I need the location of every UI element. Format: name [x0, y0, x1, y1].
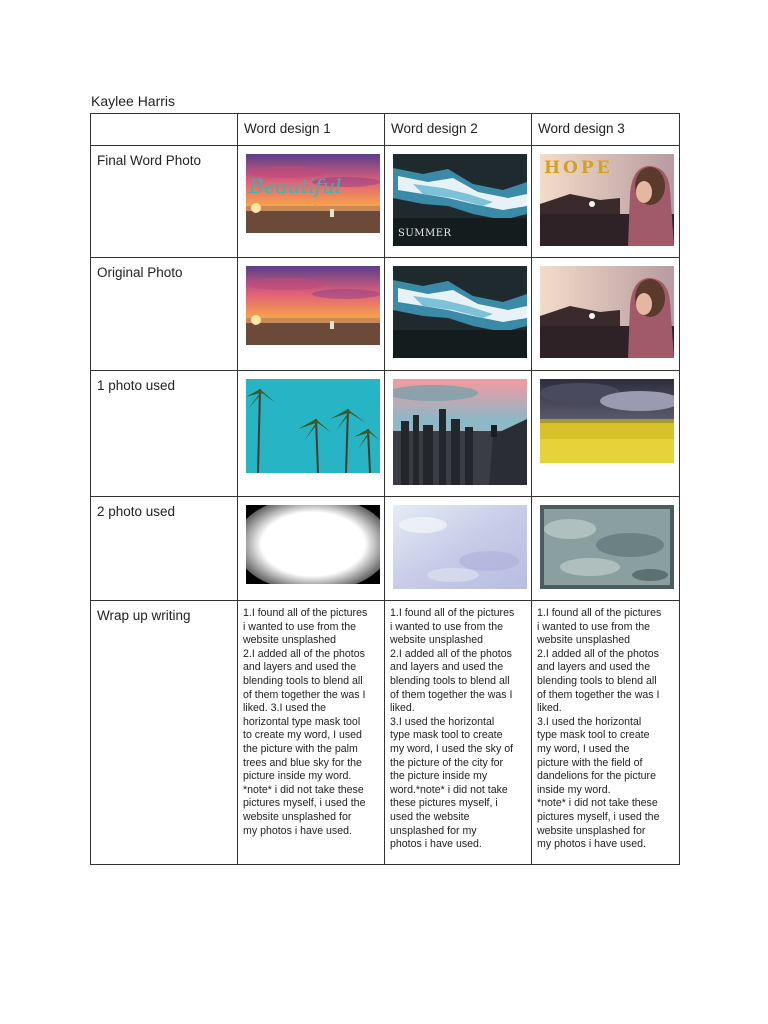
row-label-cell: [91, 497, 238, 601]
beautiful-word-overlay: Beautiful: [249, 174, 342, 198]
palm-trees-image: [246, 379, 380, 473]
wrap-up-line: dandelions for the picture: [537, 770, 656, 783]
wrap-up-line: *note* i did not take these: [537, 797, 658, 810]
row-final-word-photo: [91, 146, 680, 258]
wrap-up-line: *note* i did not take these: [243, 783, 364, 796]
white-vignette-image: [246, 505, 380, 584]
image-cell: [532, 146, 680, 258]
row-label: Original Photo: [97, 265, 183, 280]
row-2-photo-used: [91, 497, 680, 601]
wrap-up-line: the picture inside my: [390, 770, 488, 783]
row-label-cell: [91, 371, 238, 497]
wrap-up-line: 2.I added all of the photos: [243, 647, 365, 660]
row-label: 1 photo used: [97, 378, 176, 393]
row-label: Wrap up writing: [97, 608, 191, 623]
wrap-up-cell-3: [532, 601, 680, 865]
wrap-up-line: and layers and used the: [537, 661, 651, 674]
wrap-up-line: 2.I added all of the photos: [537, 647, 659, 660]
header-design-3: Word design 3: [532, 114, 680, 146]
wrap-up-line: the picture with the palm: [243, 742, 358, 755]
wrap-up-line: pictures myself, i used the: [537, 810, 660, 823]
wrap-up-line: my word, I used the sky of: [390, 742, 514, 755]
hope-final-image: [540, 154, 674, 246]
wrap-up-line: horizontal type mask tool: [243, 715, 361, 728]
wrap-up-line: website unsplashed for: [243, 810, 352, 823]
row-label: Final Word Photo: [97, 153, 202, 168]
image-cell: [385, 258, 532, 371]
wrap-up-line: website unsplashed for: [537, 824, 646, 837]
wrap-up-line: the picture of the city for: [390, 756, 504, 769]
header-row: [91, 114, 680, 146]
wrap-up-line: website unsplashed: [537, 634, 631, 647]
wrap-up-line: website unsplashed: [243, 634, 337, 647]
wrap-up-line: these pictures myself, i: [390, 797, 498, 810]
wrap-up-line: website unsplashed: [390, 634, 484, 647]
row-label: 2 photo used: [97, 504, 176, 519]
wrap-up-line: i wanted to use from the: [243, 620, 357, 633]
image-cell: [385, 371, 532, 497]
image-cell: [238, 371, 385, 497]
wrap-up-line: of them together the was I: [243, 688, 366, 701]
ocean-waves-image: [393, 266, 527, 358]
wrap-up-line: inside my word.: [537, 783, 611, 796]
image-cell: [238, 258, 385, 371]
wrap-up-line: blending tools to blend all: [390, 674, 510, 687]
wrap-up-line: my photos i have used.: [537, 838, 646, 851]
hope-word-overlay: HOPE: [544, 158, 613, 178]
wrap-up-line: i wanted to use from the: [390, 620, 504, 633]
wrap-up-line: type mask tool to create: [537, 729, 650, 742]
wrap-up-text-2: [385, 601, 531, 852]
header-design-2: Word design 2: [385, 114, 532, 146]
wrap-up-line: word.*note* i did not take: [390, 783, 508, 796]
summer-final-image: [393, 154, 527, 246]
wrap-up-line: used the website: [390, 810, 470, 823]
image-cell: [532, 258, 680, 371]
row-label-cell: [91, 146, 238, 258]
header-design-1: Word design 1: [238, 114, 385, 146]
wrap-up-line: 3.I used the horizontal: [390, 715, 495, 728]
wrap-up-line: of them together the was I: [390, 688, 513, 701]
city-skyline-image: [393, 379, 527, 485]
wrap-up-line: of them together the was I: [537, 688, 660, 701]
beach-sunset-image: [246, 266, 380, 345]
row-1-photo-used: [91, 371, 680, 497]
image-cell: [238, 146, 385, 258]
wrap-up-cell-1: [238, 601, 385, 865]
wrap-up-line: 1.I found all of the pictures: [243, 607, 368, 619]
design-table: [90, 113, 680, 865]
wrap-up-line: pictures myself, i used the: [243, 797, 366, 810]
wrap-up-line: photos i have used.: [390, 838, 482, 851]
wrap-up-line: liked. 3.I used the: [243, 702, 327, 715]
wrap-up-line: trees and blue sky for the: [243, 756, 362, 769]
wrap-up-line: to create my word, I used: [243, 729, 362, 742]
wrap-up-line: unsplashed for my: [390, 824, 477, 837]
row-label-cell: [91, 258, 238, 371]
image-cell: [238, 497, 385, 601]
wrap-up-line: type mask tool to create: [390, 729, 503, 742]
wrap-up-line: 1.I found all of the pictures: [537, 607, 662, 619]
wrap-up-line: i wanted to use from the: [537, 620, 651, 633]
wrap-up-line: my photos i have used.: [243, 824, 352, 837]
row-original-photo: [91, 258, 680, 371]
wrap-up-line: picture inside my word.: [243, 770, 352, 783]
wrap-up-line: blending tools to blend all: [243, 674, 363, 687]
row-label-cell: [91, 601, 238, 865]
blue-texture-image: [393, 505, 527, 589]
wrap-up-line: 3.I used the horizontal: [537, 715, 642, 728]
wrap-up-cell-2: [385, 601, 532, 865]
image-cell: [532, 371, 680, 497]
author-name: Kaylee Harris: [91, 93, 176, 109]
wrap-up-line: picture with the field of: [537, 756, 643, 769]
wrap-up-text-3: [532, 601, 679, 852]
row-wrap-up-writing: [91, 601, 680, 865]
wrap-up-line: liked.: [390, 702, 415, 715]
wrap-up-text-1: [238, 601, 384, 838]
wrap-up-line: blending tools to blend all: [537, 674, 657, 687]
beautiful-final-image: [246, 154, 380, 233]
wrap-up-line: liked.: [537, 702, 562, 715]
wrap-up-line: and layers and used the: [390, 661, 504, 674]
grunge-texture-image: [540, 505, 674, 589]
image-cell: [385, 146, 532, 258]
wrap-up-line: 1.I found all of the pictures: [390, 607, 515, 619]
summer-word-overlay: SUMMER: [398, 228, 452, 239]
wrap-up-line: 2.I added all of the photos: [390, 647, 512, 660]
image-cell: [385, 497, 532, 601]
yellow-field-image: [540, 379, 674, 463]
wrap-up-line: and layers and used the: [243, 661, 357, 674]
header-cell-empty: [91, 114, 238, 146]
wrap-up-line: my word, I used the: [537, 742, 630, 755]
dandelion-girl-image: [540, 266, 674, 358]
image-cell: [532, 497, 680, 601]
